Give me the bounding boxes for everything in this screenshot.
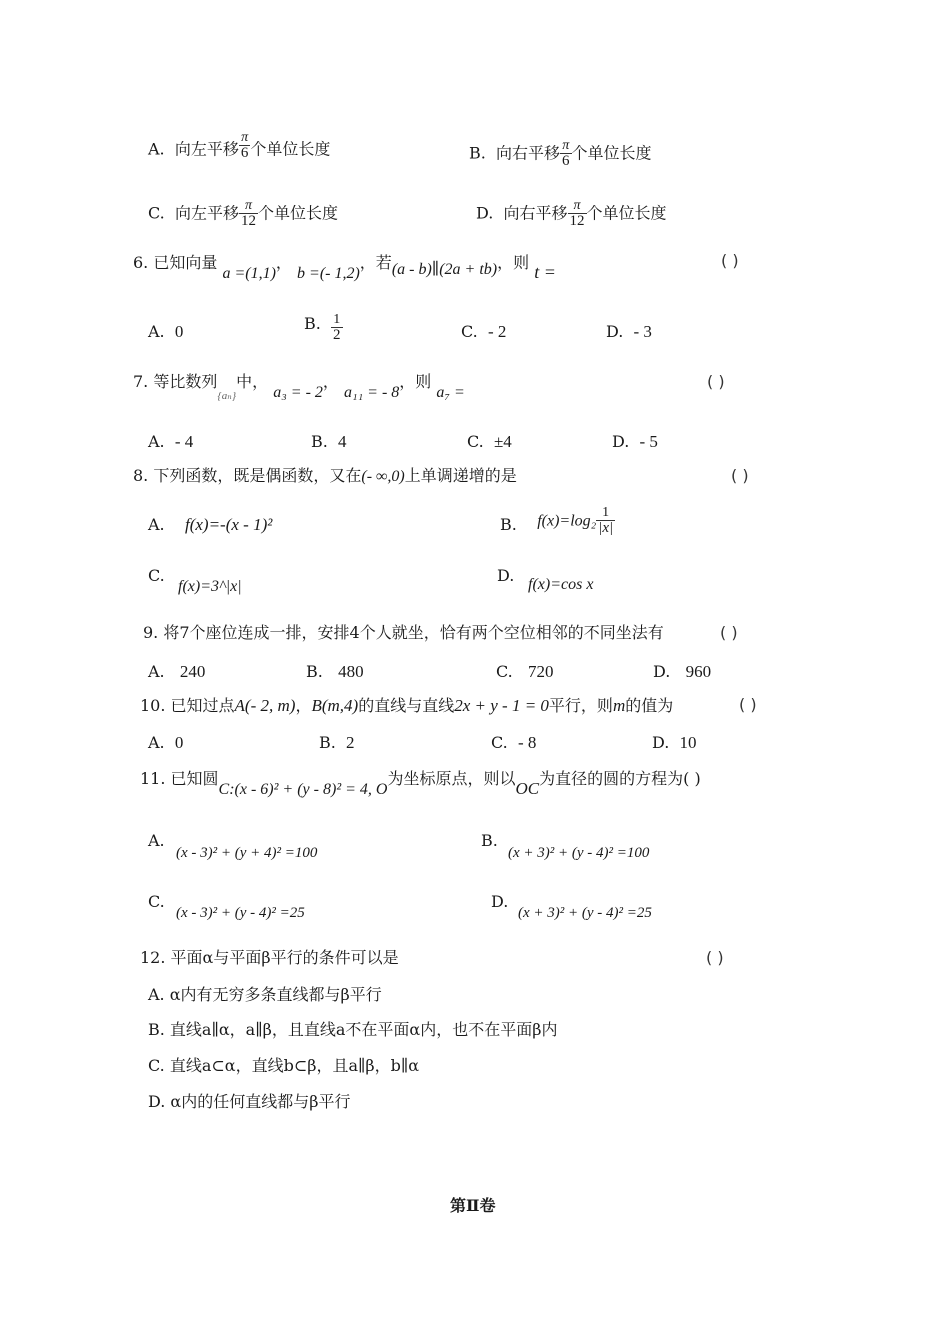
q8-answer-blank: ( ) [731, 466, 749, 485]
q10-option-c: C. - 8 [491, 733, 537, 752]
q11-stem: 11. 已知圆C:(x - 6)² + (y - 8)² = 4, O为坐标原点，则以OC为直径的圆的方程为( ) [140, 769, 701, 798]
q10-option-b: B. 2 [319, 733, 355, 752]
q5-option-c: C. 向左平移 $\frac{\pi}{12}$ 个单位长度 [148, 198, 338, 229]
q7-option-a: A. - 4 [148, 432, 194, 451]
q11-option-d-expr: (x + 3)² + (y - 4)² =25 [518, 905, 652, 921]
q8-option-c: C. [148, 566, 165, 585]
q11-option-a: A. [148, 831, 165, 850]
q7-option-d: D. - 5 [612, 432, 658, 451]
q8-stem: 8. 下列函数，既是偶函数，又在(- ∞,0)上单调递增的是 [133, 466, 517, 485]
q8-interval: (- ∞,0) [361, 468, 405, 485]
q5-option-b: B. 向右平移 $\frac{\pi}{6}$ 个单位长度 [469, 138, 652, 169]
section-title: 第Ⅱ卷 [450, 1196, 496, 1215]
q8-option-b: B. f(x)=log₂ $\frac{1}{|x|}$ [500, 505, 614, 536]
q10-option-a: A. 0 [148, 733, 184, 752]
q11-option-b-expr: (x + 3)² + (y - 4)² =100 [508, 845, 650, 861]
q9-answer-blank: ( ) [720, 623, 738, 642]
q5-option-d: D. 向右平移 $\frac{\pi}{12}$ 个单位长度 [476, 198, 667, 229]
q12-option-a: A. α内有无穷多条直线都与β平行 [148, 985, 382, 1004]
q7-sequence: {aₙ} [217, 390, 237, 402]
q8-option-d: D. [497, 566, 515, 585]
q10-stem: 10. 已知过点A(- 2, m)，B(m,4)的直线与直线2x + y - 1 = 0平行，则m的值为 [140, 696, 674, 715]
q8-option-c-expr: f(x)=3^|x| [178, 578, 242, 595]
q11-option-c-expr: (x - 3)² + (y - 4)² =25 [176, 905, 305, 921]
q12-option-c: C. 直线a⊂α，直线b⊂β，且a∥β，b∥α [148, 1056, 420, 1075]
q6-vector-a: a =(1,1) [222, 265, 276, 282]
q12-option-b: B. 直线a∥α，a∥β，且直线a不在平面α内，也不在平面β内 [148, 1020, 558, 1039]
q6-option-c: C. - 2 [461, 322, 507, 341]
q11-option-a-expr: (x - 3)² + (y + 4)² =100 [176, 845, 318, 861]
q9-option-c: C. 720 [496, 662, 554, 681]
q6-option-b: B. $\frac{1}{2}$ [304, 312, 341, 343]
q7-option-c: C. ±4 [467, 432, 512, 451]
q11-option-d: D. [491, 892, 509, 911]
q12-stem: 12. 平面α与平面β平行的条件可以是 [140, 948, 399, 967]
q9-stem: 9. 将7个座位连成一排，安排4个人就坐，恰有两个空位相邻的不同坐法有 [143, 623, 664, 642]
q7-answer-blank: ( ) [707, 372, 725, 391]
q6-stem: 6. 已知向量 a =(1,1)， b =(- 1,2)，若(a - b)∥(2a + tb)，则 t = [133, 253, 556, 282]
q10-answer-blank: ( ) [739, 695, 757, 714]
q9-option-d: D. 960 [653, 662, 712, 681]
q6-option-a: A. 0 [148, 322, 184, 341]
q9-option-a: A. 240 [148, 662, 206, 681]
q8-option-d-expr: f(x)=cos x [528, 576, 594, 593]
q9-option-b: B. 480 [306, 662, 364, 681]
q11-option-c: C. [148, 892, 165, 911]
q12-answer-blank: ( ) [706, 948, 724, 967]
q6-answer-blank: ( ) [721, 251, 739, 270]
q7-option-b: B. 4 [311, 432, 347, 451]
q12-option-d: D. α内的任何直线都与β平行 [148, 1092, 351, 1111]
q6-condition: (a - b)∥(2a + tb) [391, 261, 498, 278]
q11-circle-equation: C:(x - 6)² + (y - 8)² = 4, O [218, 781, 388, 798]
q5-option-a: A. 向左平移 $\frac{\pi}{6}$ 个单位长度 [148, 130, 331, 161]
q6-ask: t = [534, 262, 556, 282]
q8-option-a: A. f(x)=-(x - 1)² [148, 515, 273, 534]
q10-option-d: D. 10 [652, 733, 697, 752]
q11-option-b: B. [481, 831, 498, 850]
q7-stem: 7. 等比数列$_{\{a_n\}}$中， a₃ = - 2， a₁₁ = - 8，则 a₇ = [133, 372, 465, 402]
q6-vector-b: b =(- 1,2) [297, 265, 360, 282]
q6-option-d: D. - 3 [606, 322, 652, 341]
